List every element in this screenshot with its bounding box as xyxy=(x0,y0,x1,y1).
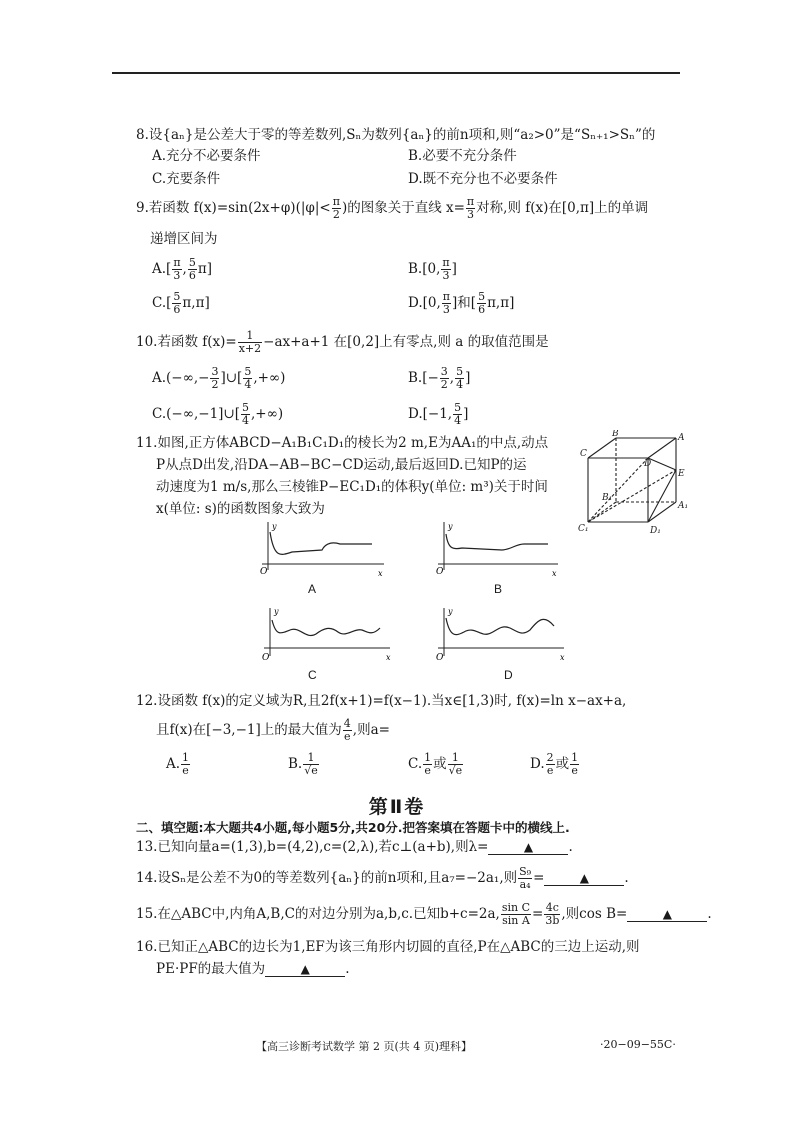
q15-text: ,则cos B= xyxy=(561,906,628,922)
numerator: 2 xyxy=(546,751,554,764)
denominator: 3 xyxy=(442,269,450,282)
denominator: 6 xyxy=(478,303,486,316)
numerator: 5 xyxy=(454,401,462,414)
footer-code: ·20−09−55C· xyxy=(600,1038,676,1051)
numerator: 1 xyxy=(448,752,464,765)
opt-part: π] xyxy=(197,261,212,277)
numerator: 4 xyxy=(343,717,351,730)
numerator: 5 xyxy=(456,365,464,378)
q9-option-d xyxy=(408,291,514,316)
q16-line2 xyxy=(156,960,349,978)
cube-edge xyxy=(648,438,676,458)
numerator: 5 xyxy=(478,290,486,303)
opt-part: D. xyxy=(530,756,545,772)
fraction xyxy=(423,752,432,777)
q10-stem xyxy=(136,330,549,355)
q12-part: ,则a= xyxy=(352,722,390,738)
graph-d xyxy=(432,606,568,664)
cube-label: B xyxy=(612,430,619,439)
q8-option-d: D.既不充分也不必要条件 xyxy=(408,171,558,187)
opt-part: B.[− xyxy=(408,370,439,386)
numerator: π xyxy=(466,195,475,208)
fraction xyxy=(466,196,475,221)
numerator: 1 xyxy=(182,751,190,764)
part-two-title: 第Ⅱ卷 xyxy=(368,796,426,818)
numerator: π xyxy=(442,290,451,303)
numerator: 1 xyxy=(424,751,432,764)
q15-end: . xyxy=(707,906,712,922)
fraction xyxy=(477,291,486,316)
cube-label: A xyxy=(678,433,685,443)
opt-part: A.[ xyxy=(152,261,172,277)
cube-diagonal xyxy=(588,458,648,522)
cube-label: C₁ xyxy=(578,524,589,534)
denominator: 2 xyxy=(332,208,340,221)
fraction xyxy=(501,902,531,927)
q9-stem-line2: 递增区间为 xyxy=(150,231,218,247)
denominator: 4 xyxy=(456,378,464,391)
q10-option-a xyxy=(152,366,285,391)
denominator: 2 xyxy=(211,378,219,391)
q10-stem-part: 10.若函数 f(x)= xyxy=(136,334,237,350)
fraction xyxy=(440,366,449,391)
q9-stem-part: 对称,则 f(x)在[0,π]上的单调 xyxy=(476,200,649,216)
axis-x-label: x xyxy=(552,569,557,578)
opt-part: ] xyxy=(451,261,457,277)
q12-option-b xyxy=(288,752,320,777)
answer-blank[interactable]: ▲ xyxy=(265,962,345,977)
fraction xyxy=(172,257,181,282)
numerator: 5 xyxy=(244,365,252,378)
q13-text: 13.已知向量a=(1,3),b=(4,2),c=(2,λ),若c⊥(a+b),则λ= xyxy=(136,839,489,855)
origin-label: O xyxy=(436,567,444,577)
axis-y-label: y xyxy=(448,522,453,531)
fraction xyxy=(238,330,262,355)
opt-part: , xyxy=(182,261,187,277)
opt-part: C. xyxy=(408,756,423,772)
opt-part: ] xyxy=(465,370,471,386)
q14-text: = xyxy=(533,870,545,886)
fraction xyxy=(241,402,250,427)
opt-part: ]和[ xyxy=(452,295,477,311)
denominator: 2 xyxy=(440,378,448,391)
graph-d-label: D xyxy=(504,668,513,682)
q16-line1: 16.已知正△ABC的边长为1,EF为该三角形内切圆的直径,P在△ABC的三边上运动,则 xyxy=(136,939,640,955)
axis-x-label: x xyxy=(378,569,383,578)
graph-curve xyxy=(272,620,380,636)
cube-label: A₁ xyxy=(678,501,689,511)
numerator: 1 xyxy=(571,751,579,764)
denominator: √e xyxy=(448,764,463,777)
q12-line2 xyxy=(156,718,390,743)
fraction xyxy=(303,752,319,777)
fraction xyxy=(210,366,219,391)
opt-part: D.[−1, xyxy=(408,406,453,422)
cube-label: D₁ xyxy=(650,526,661,536)
denominator: e xyxy=(182,764,189,777)
fraction xyxy=(343,718,352,743)
denominator: e xyxy=(546,764,554,777)
fraction xyxy=(332,196,341,221)
denominator: x+2 xyxy=(238,342,262,355)
denominator: e xyxy=(424,764,431,777)
graph-a-label: A xyxy=(308,582,317,596)
fraction xyxy=(181,752,190,777)
origin-label: O xyxy=(436,653,444,663)
numerator: π xyxy=(332,195,340,208)
numerator: 4c xyxy=(545,901,559,914)
opt-part: ,+∞) xyxy=(251,406,284,422)
top-rule xyxy=(112,72,680,74)
opt-part: ] xyxy=(463,406,469,422)
graph-curve xyxy=(446,618,554,635)
q13 xyxy=(136,838,573,856)
q15-text: = xyxy=(532,906,544,922)
fraction xyxy=(453,402,462,427)
q8-stem: 8.设{aₙ}是公差大于零的等差数列,Sₙ为数列{aₙ}的前n项和,则“a₂>0”是“Sₙ₊₁>Sₙ”的 xyxy=(136,127,656,143)
numerator: 3 xyxy=(440,365,448,378)
fraction xyxy=(243,366,252,391)
numerator: 1 xyxy=(303,752,319,765)
q11-line3: 动速度为1 m/s,那么三棱锥P−EC₁D₁的体积y(单位: m³)关于时间 xyxy=(156,479,548,495)
opt-part: π,π] xyxy=(487,295,515,311)
denominator: 4 xyxy=(244,378,252,391)
origin-label: O xyxy=(260,567,268,577)
axis-y-label: y xyxy=(274,607,279,616)
numerator: 5 xyxy=(188,256,196,269)
axis-x-label: x xyxy=(386,653,391,662)
q9-option-b xyxy=(408,257,457,282)
q10-stem-part: −ax+a+1 在[0,2]上有零点,则 a 的取值范围是 xyxy=(263,334,549,350)
q12-line1: 12.设函数 f(x)的定义域为R,且2f(x+1)=f(x−1).当x∈[1,3)时, f(x)=ln x−ax+a, xyxy=(136,693,627,709)
opt-part: , xyxy=(449,370,455,386)
q16-text: PE·PF的最大值为 xyxy=(156,961,266,977)
graph-b xyxy=(432,520,562,578)
q12-option-d xyxy=(530,752,580,777)
fraction xyxy=(441,257,450,282)
cube-label: E xyxy=(678,469,685,479)
fraction xyxy=(172,291,181,316)
denominator: 3 xyxy=(173,269,181,282)
numerator: sin C xyxy=(501,901,531,914)
q12-option-a xyxy=(166,752,191,777)
q15-text: 15.在△ABC中,内角A,B,C的对边分别为a,b,c.已知b+c=2a, xyxy=(136,906,500,922)
opt-part: B. xyxy=(288,756,303,772)
q14-text: 14.设Sₙ是公差不为0的等差数列{aₙ}的前n项和,且a₇=−2a₁,则 xyxy=(136,870,518,886)
opt-part: A. xyxy=(166,756,181,772)
numerator: S₉ xyxy=(519,865,532,878)
cube-label: C xyxy=(580,449,587,459)
cube-edge xyxy=(588,438,616,458)
denominator: 4 xyxy=(454,414,462,427)
q11-line2: P从点D出发,沿DA−AB−BC−CD运动,最后返回D.已知P的运 xyxy=(156,457,527,473)
q12-option-c xyxy=(408,752,464,777)
answer-blank[interactable]: ▲ xyxy=(627,907,707,922)
q10-option-d xyxy=(408,402,468,427)
q12-part: 且f(x)在[−3,−1]上的最大值为 xyxy=(156,722,342,738)
q15 xyxy=(136,902,712,927)
q16-end: . xyxy=(345,961,350,977)
graph-curve xyxy=(446,534,548,550)
graph-curve xyxy=(270,532,372,554)
fraction xyxy=(188,257,197,282)
cube-label: B₁ xyxy=(602,493,613,503)
footer-page-info: 【高三诊断考试数学 第 2 页(共 4 页)理科】 xyxy=(256,1040,473,1053)
q8-option-b: B.必要不充分条件 xyxy=(408,148,517,164)
q11-line4: x(单位: s)的函数图象大致为 xyxy=(156,501,325,517)
opt-part: B.[0, xyxy=(408,261,441,277)
q9-stem xyxy=(136,196,648,221)
denominator: a₄ xyxy=(519,878,531,891)
fraction xyxy=(570,752,579,777)
fraction xyxy=(448,752,464,777)
fraction xyxy=(546,752,555,777)
opt-part: 或 xyxy=(555,756,570,772)
denominator: sin A xyxy=(502,914,530,927)
opt-part: A.(−∞,− xyxy=(152,370,210,386)
q14-end: . xyxy=(624,870,629,886)
cube-edge xyxy=(648,502,676,522)
denominator: 3b xyxy=(545,914,560,927)
opt-part: π,π] xyxy=(182,295,210,311)
opt-part: ,+∞) xyxy=(253,370,286,386)
origin-label: O xyxy=(262,653,270,663)
numerator: π xyxy=(442,256,450,269)
fraction xyxy=(442,291,451,316)
numerator: π xyxy=(173,256,181,269)
q9-option-c xyxy=(152,291,210,316)
q11-line1: 11.如图,正方体ABCD−A₁B₁C₁D₁的棱长为2 m,E为AA₁的中点,动点 xyxy=(136,435,549,451)
fraction xyxy=(455,366,464,391)
q14 xyxy=(136,866,629,891)
denominator: 6 xyxy=(173,303,181,316)
denominator: 3 xyxy=(467,208,475,221)
opt-part: C.(−∞,−1]∪[ xyxy=(152,406,241,422)
q9-stem-part: 9.若函数 f(x)=sin(2x+φ)(|φ|< xyxy=(136,200,331,216)
cube-figure xyxy=(578,430,690,540)
denominator: √e xyxy=(304,764,318,777)
numerator: 1 xyxy=(238,330,262,343)
q10-option-b xyxy=(408,366,470,391)
q8-option-a: A.充分不必要条件 xyxy=(152,148,261,164)
graph-b-label: B xyxy=(494,582,503,596)
graph-c xyxy=(258,606,394,664)
denominator: e xyxy=(571,764,578,777)
q9-stem-part: )的图象关于直线 x= xyxy=(341,200,465,216)
answer-blank[interactable]: ▲ xyxy=(544,871,624,886)
graph-c-label: C xyxy=(308,668,317,682)
numerator: 3 xyxy=(211,365,219,378)
fill-in-section-heading: 二、填空题:本大题共4小题,每小题5分,共20分.把答案填在答题卡中的横线上. xyxy=(136,820,570,835)
fraction xyxy=(544,902,560,927)
opt-part: C.[ xyxy=(152,295,172,311)
axis-y-label: y xyxy=(448,607,453,616)
denominator: 4 xyxy=(242,414,250,427)
denominator: e xyxy=(344,730,351,743)
fraction xyxy=(518,866,532,891)
axis-y-label: y xyxy=(272,522,277,531)
answer-blank[interactable]: ▲ xyxy=(488,840,568,855)
cube-label: D xyxy=(644,459,652,469)
q9-option-a xyxy=(152,257,212,282)
opt-part: ]∪[ xyxy=(220,370,243,386)
opt-part: 或 xyxy=(433,756,447,772)
opt-part: D.[0, xyxy=(408,295,441,311)
axis-x-label: x xyxy=(560,653,565,662)
denominator: 3 xyxy=(442,303,450,316)
numerator: 5 xyxy=(242,401,250,414)
q8-option-c: C.充要条件 xyxy=(152,171,221,187)
denominator: 6 xyxy=(188,269,196,282)
q10-option-c xyxy=(152,402,283,427)
cube-diagonal xyxy=(648,458,676,470)
graph-a xyxy=(258,520,388,578)
q13-end: . xyxy=(568,839,573,855)
numerator: 5 xyxy=(173,290,181,303)
